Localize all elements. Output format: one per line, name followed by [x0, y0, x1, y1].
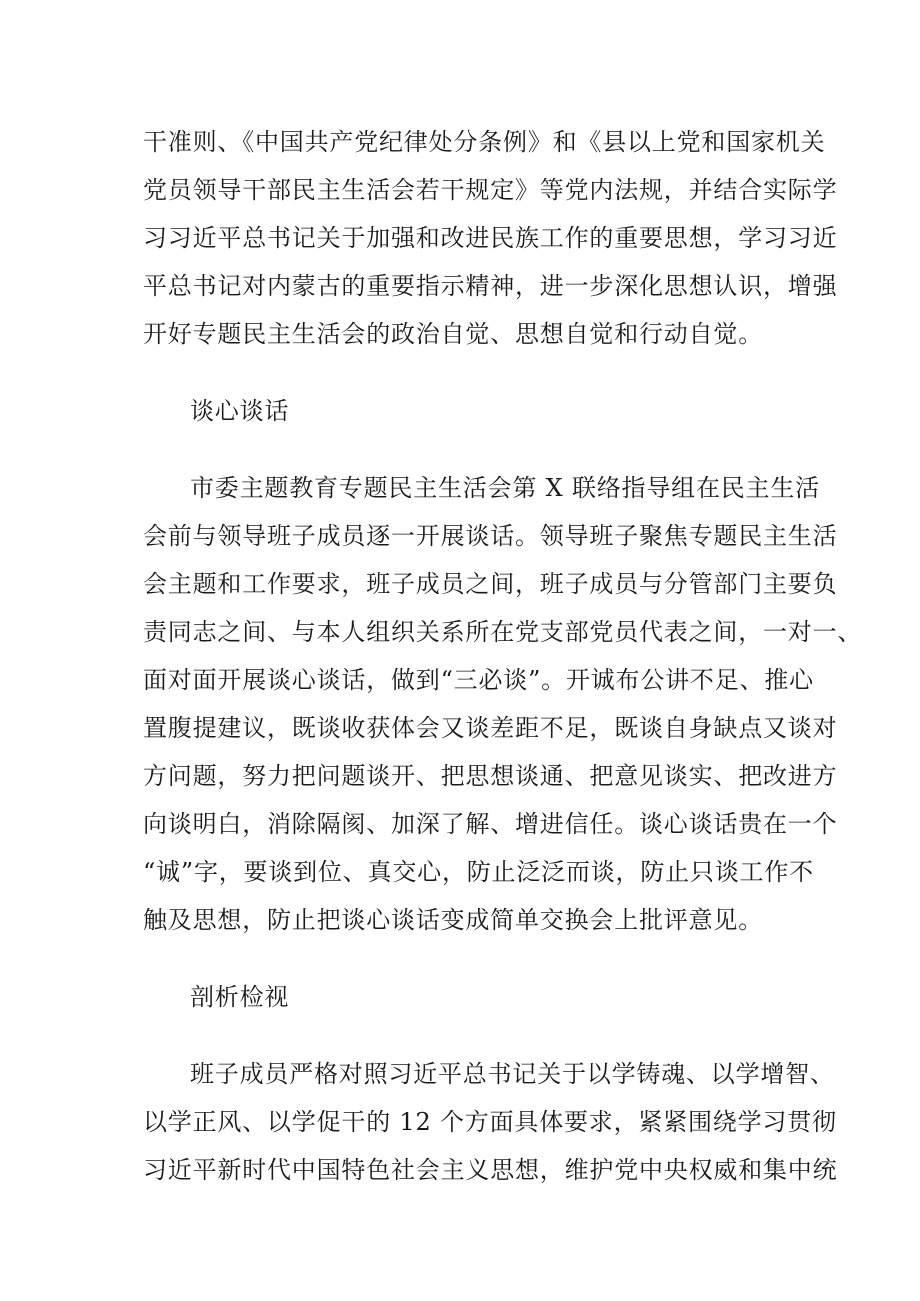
paragraph-2-line-5: 面对面开展谈心谈话，做到“三必谈”。开诚布公讲不足、推心: [143, 666, 814, 694]
paragraph-2-line-10: 触及思想，防止把谈心谈话变成简单交换会上批评意见。: [143, 906, 763, 934]
paragraph-1-line-3: 习习近平总书记关于加强和改进民族工作的重要思想，学习习近: [143, 224, 838, 252]
paragraph-2-line-8: 向谈明白，消除隔阂、加深了解、增进信任。谈心谈话贵在一个: [143, 810, 838, 838]
paragraph-3-line-1: 班子成员严格对照习近平总书记关于以学铸魂、以学增智、: [190, 1060, 835, 1088]
paragraph-1-line-2: 党员领导干部民主生活会若干规定》等党内法规，并结合实际学: [143, 176, 838, 204]
paragraph-3-line-3: 习近平新时代中国特色社会主义思想，维护党中央权威和集中统: [143, 1156, 838, 1184]
paragraph-2-line-6: 置腹提建议，既谈收获体会又谈差距不足，既谈自身缺点又谈对: [143, 714, 838, 742]
paragraph-2-line-2: 会前与领导班子成员逐一开展谈话。领导班子聚焦专题民主生活: [143, 522, 838, 550]
paragraph-3-line-2: 以学正风、以学促干的 12 个方面具体要求，紧紧围绕学习贯彻: [143, 1108, 837, 1136]
section-heading-talks: 谈心谈话: [190, 397, 290, 425]
paragraph-2-line-3: 会主题和工作要求，班子成员之间，班子成员与分管部门主要负: [143, 570, 838, 598]
paragraph-1-line-1: 干准则、《中国共产党纪律处分条例》和《县以上党和国家机关: [143, 128, 826, 156]
paragraph-2-line-4: 责同志之间、与本人组织关系所在党支部党员代表之间，一对一、: [143, 618, 863, 646]
paragraph-2-line-7: 方问题，努力把问题谈开、把思想谈通、把意见谈实、把改进方: [143, 762, 838, 790]
paragraph-2-line-1: 市委主题教育专题民主生活会第 X 联络指导组在民主生活: [190, 474, 820, 502]
paragraph-2-line-9: “诚”字，要谈到位、真交心，防止泛泛而谈，防止只谈工作不: [143, 858, 814, 886]
paragraph-1-line-4: 平总书记对内蒙古的重要指示精神，进一步深化思想认识，增强: [143, 272, 838, 300]
section-heading-analysis: 剖析检视: [190, 983, 290, 1011]
paragraph-1-line-5: 开好专题民主生活会的政治自觉、思想自觉和行动自觉。: [143, 320, 763, 348]
